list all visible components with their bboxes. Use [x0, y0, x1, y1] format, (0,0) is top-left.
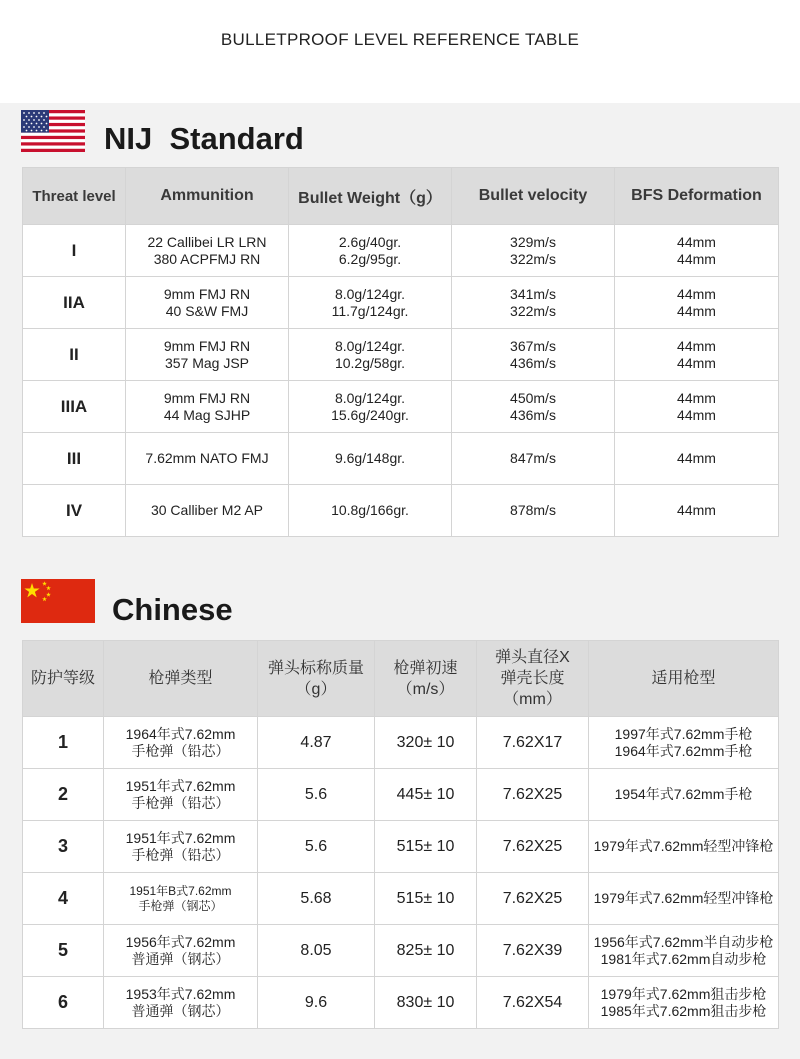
muzzle-velocity-cell: 830± 10	[375, 977, 477, 1029]
ammo-type-cell: 1951年式7.62mm 手枪弹（铅芯）	[104, 821, 258, 873]
protection-level-cell: 5	[23, 925, 104, 977]
protection-level-cell: 2	[23, 769, 104, 821]
column-header-applicable-guns: 适用枪型	[589, 641, 779, 717]
ammunition-cell: 9mm FMJ RN 44 Mag SJHP	[126, 381, 289, 433]
column-header-bullet-velocity: Bullet velocity	[452, 168, 615, 225]
ammo-type-cell: 1953年式7.62mm 普通弹（钢芯）	[104, 977, 258, 1029]
bullet-weight-cell: 8.0g/124gr. 11.7g/124gr.	[289, 277, 452, 329]
nij-header-row	[23, 168, 779, 225]
table-row	[23, 977, 779, 1029]
us-flag-icon	[21, 110, 85, 152]
table-row	[23, 769, 779, 821]
chinese-section-title: Chinese	[112, 592, 233, 627]
bullet-weight-cell: 2.6g/40gr. 6.2g/95gr.	[289, 225, 452, 277]
table-row	[23, 925, 779, 977]
ammunition-cell: 9mm FMJ RN 357 Mag JSP	[126, 329, 289, 381]
threat-level-cell: IIA	[23, 277, 126, 329]
threat-level-cell: III	[23, 433, 126, 485]
muzzle-velocity-cell: 825± 10	[375, 925, 477, 977]
bullet-velocity-cell: 847m/s	[452, 433, 615, 485]
applicable-guns-cell: 1956年式7.62mm半自动步枪 1981年式7.62mm自动步枪	[589, 925, 779, 977]
table-row	[23, 329, 779, 381]
column-header-ammunition: Ammunition	[126, 168, 289, 225]
table-row	[23, 821, 779, 873]
bullet-mass-cell: 4.87	[258, 717, 375, 769]
chinese-table	[22, 640, 779, 1029]
column-header-bullet-weight: Bullet Weight（g）	[289, 168, 452, 225]
bullet-velocity-cell: 450m/s 436m/s	[452, 381, 615, 433]
ammo-type-cell: 1951年式7.62mm 手枪弹（铅芯）	[104, 769, 258, 821]
dimensions-cell: 7.62X25	[477, 873, 589, 925]
ammunition-cell: 7.62mm NATO FMJ	[126, 433, 289, 485]
protection-level-cell: 6	[23, 977, 104, 1029]
dimensions-cell: 7.62X17	[477, 717, 589, 769]
column-header-muzzle-velocity: 枪弹初速 （m/s）	[375, 641, 477, 717]
table-row	[23, 485, 779, 537]
ammo-type-cell: 1956年式7.62mm 普通弹（钢芯）	[104, 925, 258, 977]
page-title: BULLETPROOF LEVEL REFERENCE TABLE	[220, 30, 580, 49]
applicable-guns-cell: 1979年式7.62mm轻型冲锋枪	[589, 821, 779, 873]
chinese-header-row	[23, 641, 779, 717]
protection-level-cell: 3	[23, 821, 104, 873]
dimensions-cell: 7.62X25	[477, 821, 589, 873]
bullet-weight-cell: 8.0g/124gr. 10.2g/58gr.	[289, 329, 452, 381]
threat-level-cell: IV	[23, 485, 126, 537]
column-header-dimensions: 弹头直径X 弹壳长度 （mm）	[477, 641, 589, 717]
bullet-mass-cell: 5.6	[258, 769, 375, 821]
bullet-weight-cell: 10.8g/166gr.	[289, 485, 452, 537]
bullet-mass-cell: 9.6	[258, 977, 375, 1029]
bullet-weight-cell: 8.0g/124gr. 15.6g/240gr.	[289, 381, 452, 433]
dimensions-cell: 7.62X54	[477, 977, 589, 1029]
dimensions-cell: 7.62X39	[477, 925, 589, 977]
applicable-guns-cell: 1997年式7.62mm手枪 1964年式7.62mm手枪	[589, 717, 779, 769]
bullet-mass-cell: 8.05	[258, 925, 375, 977]
bullet-velocity-cell: 329m/s 322m/s	[452, 225, 615, 277]
table-row	[23, 873, 779, 925]
bullet-mass-cell: 5.68	[258, 873, 375, 925]
bullet-velocity-cell: 367m/s 436m/s	[452, 329, 615, 381]
applicable-guns-cell: 1979年式7.62mm轻型冲锋枪	[589, 873, 779, 925]
nij-table	[22, 167, 779, 537]
bfs-deformation-cell: 44mm 44mm	[615, 329, 779, 381]
ammunition-cell: 22 Callibei LR LRN 380 ACPFMJ RN	[126, 225, 289, 277]
bfs-deformation-cell: 44mm 44mm	[615, 381, 779, 433]
ammo-type-cell: 1951年B式7.62mm 手枪弹（钢芯）	[104, 873, 258, 925]
threat-level-cell: I	[23, 225, 126, 277]
column-header-bullet-mass: 弹头标称质量 （g）	[258, 641, 375, 717]
bfs-deformation-cell: 44mm	[615, 485, 779, 537]
muzzle-velocity-cell: 445± 10	[375, 769, 477, 821]
applicable-guns-cell: 1979年式7.62mm狙击步枪 1985年式7.62mm狙击步枪	[589, 977, 779, 1029]
muzzle-velocity-cell: 320± 10	[375, 717, 477, 769]
column-header-ammo-type: 枪弹类型	[104, 641, 258, 717]
ammo-type-cell: 1964年式7.62mm 手枪弹（铅芯）	[104, 717, 258, 769]
muzzle-velocity-cell: 515± 10	[375, 821, 477, 873]
bfs-deformation-cell: 44mm 44mm	[615, 277, 779, 329]
header-band	[0, 0, 800, 103]
column-header-protection-level: 防护等级	[23, 641, 104, 717]
table-row	[23, 433, 779, 485]
nij-section-title: NIJ Standard	[104, 121, 304, 156]
table-row	[23, 277, 779, 329]
ammunition-cell: 30 Calliber M2 AP	[126, 485, 289, 537]
muzzle-velocity-cell: 515± 10	[375, 873, 477, 925]
bfs-deformation-cell: 44mm	[615, 433, 779, 485]
bullet-weight-cell: 9.6g/148gr.	[289, 433, 452, 485]
table-row	[23, 381, 779, 433]
threat-level-cell: IIIA	[23, 381, 126, 433]
protection-level-cell: 4	[23, 873, 104, 925]
column-header-threat-level: Threat level	[23, 168, 126, 225]
bullet-velocity-cell: 878m/s	[452, 485, 615, 537]
dimensions-cell: 7.62X25	[477, 769, 589, 821]
table-row	[23, 225, 779, 277]
bullet-mass-cell: 5.6	[258, 821, 375, 873]
table-row	[23, 717, 779, 769]
ammunition-cell: 9mm FMJ RN 40 S&W FMJ	[126, 277, 289, 329]
applicable-guns-cell: 1954年式7.62mm手枪	[589, 769, 779, 821]
column-header-bfs-deformation: BFS Deformation	[615, 168, 779, 225]
china-flag-icon	[21, 579, 95, 623]
bfs-deformation-cell: 44mm 44mm	[615, 225, 779, 277]
threat-level-cell: II	[23, 329, 126, 381]
bullet-velocity-cell: 341m/s 322m/s	[452, 277, 615, 329]
protection-level-cell: 1	[23, 717, 104, 769]
